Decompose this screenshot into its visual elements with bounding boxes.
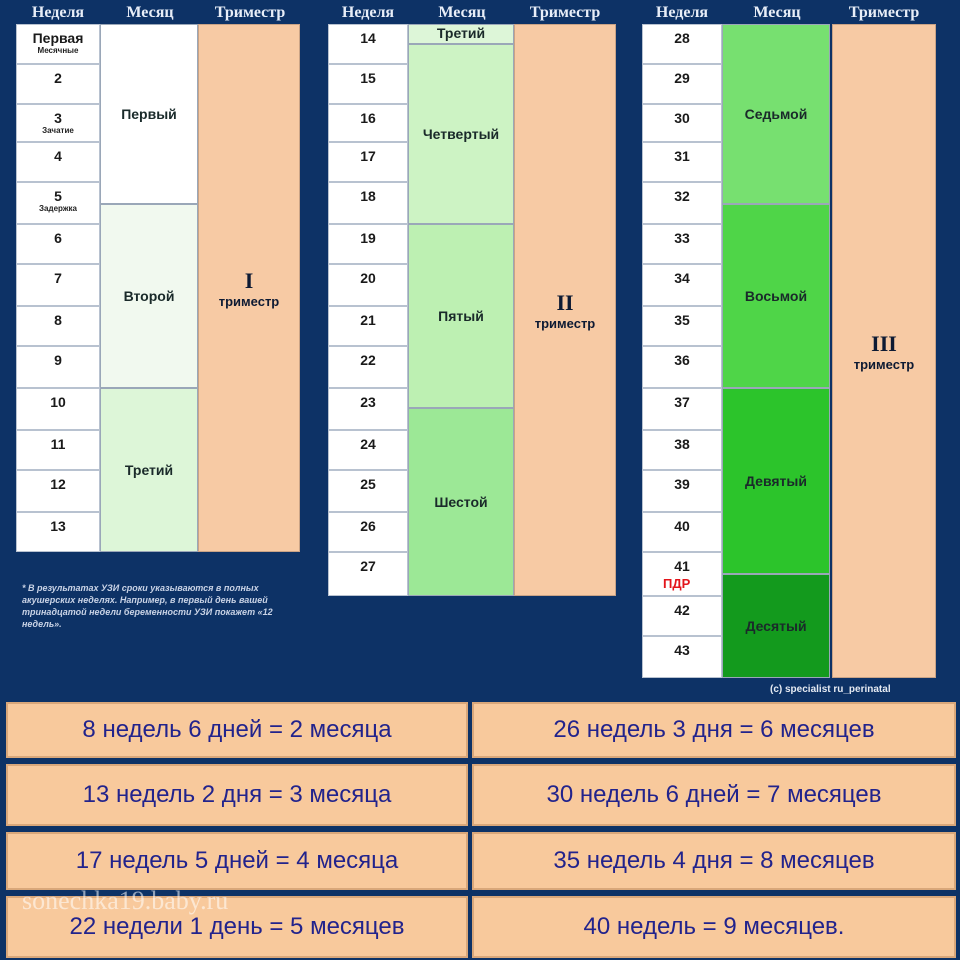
- month-block: Шестой: [408, 408, 514, 596]
- week-cell: [328, 224, 408, 264]
- week-cell: [16, 430, 100, 470]
- header-month: Месяц: [753, 4, 801, 21]
- week-cell: [642, 24, 722, 64]
- week-number: 10: [50, 394, 66, 410]
- week-cell: [16, 224, 100, 264]
- header-week: Неделя: [655, 4, 709, 21]
- header-trimester: Триместр: [848, 4, 920, 21]
- week-number: 6: [54, 230, 62, 246]
- week-cell: [642, 224, 722, 264]
- header-month: Месяц: [438, 4, 486, 21]
- week-number: 40: [674, 518, 690, 534]
- week-cell: [328, 512, 408, 552]
- week-number: 9: [54, 352, 62, 368]
- week-number: 36: [674, 352, 690, 368]
- week-cell: [642, 430, 722, 470]
- conversion-cell: 35 недель 4 дня = 8 месяцев: [472, 832, 956, 890]
- month-block: Третий: [100, 388, 198, 552]
- week-number: 17: [360, 148, 376, 164]
- conversion-cell: 8 недель 6 дней = 2 месяца: [6, 702, 468, 758]
- week-cell: [328, 470, 408, 512]
- week-number: 26: [360, 518, 376, 534]
- week-cell: [16, 512, 100, 552]
- week-cell: [328, 430, 408, 470]
- week-number: 2: [54, 70, 62, 86]
- week-cell: [642, 306, 722, 346]
- week-cell: [16, 470, 100, 512]
- week-cell: [328, 388, 408, 430]
- week-cell: [16, 346, 100, 388]
- week-number: 30: [674, 110, 690, 126]
- week-number: 34: [674, 270, 690, 286]
- trimester-block: III триместр: [832, 24, 936, 678]
- week-number: 25: [360, 476, 376, 492]
- week-number: 13: [50, 518, 66, 534]
- week-number: 37: [674, 394, 690, 410]
- week-number: 31: [674, 148, 690, 164]
- week-cell: [16, 182, 100, 224]
- week-number: 23: [360, 394, 376, 410]
- header-week: Неделя: [341, 4, 395, 21]
- week-number: 8: [54, 312, 62, 328]
- week-number: 38: [674, 436, 690, 452]
- week-number: 18: [360, 188, 376, 204]
- week-number: 5: [54, 188, 62, 204]
- conversion-cell: 26 недель 3 дня = 6 месяцев: [472, 702, 956, 758]
- week-cell: [642, 104, 722, 142]
- week-cell: [328, 306, 408, 346]
- due-date-label: ПДР: [663, 576, 691, 591]
- credit-text: (c) specialist ru_perinatal: [770, 684, 891, 695]
- conversion-table: [0, 698, 960, 960]
- month-block: Третий: [408, 24, 514, 44]
- week-cell: [16, 104, 100, 142]
- header-week: Неделя: [31, 4, 85, 21]
- week-note: Зачатие: [42, 126, 74, 135]
- header-trimester: Триместр: [214, 4, 286, 21]
- week-number: 39: [674, 476, 690, 492]
- week-number: 43: [674, 642, 690, 658]
- week-cell: [328, 142, 408, 182]
- conversion-cell: 40 недель = 9 месяцев.: [472, 896, 956, 958]
- week-number: 29: [674, 70, 690, 86]
- trimester-block: II триместр: [514, 24, 616, 596]
- week-cell: [642, 264, 722, 306]
- header-trimester: Триместр: [529, 4, 601, 21]
- week-cell: [328, 182, 408, 224]
- month-block: Пятый: [408, 224, 514, 408]
- ultrasound-note: * В результатах УЗИ сроки указываются в полных акушерских неделях. Например, в первый день вашей тринадцатой недели беременности УЗИ покажет «12 недель».: [22, 583, 273, 629]
- week-cell: [642, 512, 722, 552]
- week-number: 15: [360, 70, 376, 86]
- week-number: 7: [54, 270, 62, 286]
- week-cell: [16, 64, 100, 104]
- month-block: Десятый: [722, 574, 830, 678]
- week-number: 21: [360, 312, 376, 328]
- week-number: 16: [360, 110, 376, 126]
- header-month: Месяц: [126, 4, 174, 21]
- week-cell: [328, 64, 408, 104]
- week-cell: [642, 346, 722, 388]
- week-cell: [328, 104, 408, 142]
- week-cell: [642, 142, 722, 182]
- week-cell: [328, 552, 408, 596]
- week-number: 32: [674, 188, 690, 204]
- trimester-block: I триместр: [198, 24, 300, 552]
- week-number: 24: [360, 436, 376, 452]
- week-cell: [642, 182, 722, 224]
- week-number: Первая: [32, 30, 84, 46]
- week-cell: [642, 64, 722, 104]
- week-number: 19: [360, 230, 376, 246]
- week-cell: [328, 264, 408, 306]
- month-block: Восьмой: [722, 204, 830, 388]
- week-number: 35: [674, 312, 690, 328]
- week-number: 41: [674, 558, 690, 574]
- week-cell: [328, 24, 408, 64]
- week-cell: [16, 264, 100, 306]
- week-number: 20: [360, 270, 376, 286]
- month-block: Второй: [100, 204, 198, 388]
- week-number: 28: [674, 30, 690, 46]
- week-number: 22: [360, 352, 376, 368]
- week-number: 12: [50, 476, 66, 492]
- week-number: 33: [674, 230, 690, 246]
- week-number: 4: [54, 148, 62, 164]
- conversion-cell: 13 недель 2 дня = 3 месяца: [6, 764, 468, 826]
- week-cell: [642, 388, 722, 430]
- month-block: Седьмой: [722, 24, 830, 204]
- week-number: 42: [674, 602, 690, 618]
- week-cell: [16, 24, 100, 64]
- conversion-cell: 22 недели 1 день = 5 месяцев: [6, 896, 468, 958]
- month-block: Четвертый: [408, 44, 514, 224]
- week-note: Месячные: [37, 46, 79, 55]
- week-cell: [16, 306, 100, 346]
- week-cell: [642, 470, 722, 512]
- week-number: 11: [50, 436, 66, 452]
- watermark: sonechka19.baby.ru: [22, 886, 229, 915]
- conversion-cell: 17 недель 5 дней = 4 месяца: [6, 832, 468, 890]
- week-number: 3: [54, 110, 62, 126]
- month-block: Первый: [100, 24, 198, 204]
- week-cell: [16, 388, 100, 430]
- month-block: Девятый: [722, 388, 830, 574]
- week-number: 14: [360, 30, 376, 46]
- week-cell: [642, 636, 722, 678]
- conversion-cell: 30 недель 6 дней = 7 месяцев: [472, 764, 956, 826]
- week-cell: [642, 596, 722, 636]
- week-note: Задержка: [39, 204, 77, 213]
- week-cell: [328, 346, 408, 388]
- week-number: 27: [360, 558, 376, 574]
- week-cell: [16, 142, 100, 182]
